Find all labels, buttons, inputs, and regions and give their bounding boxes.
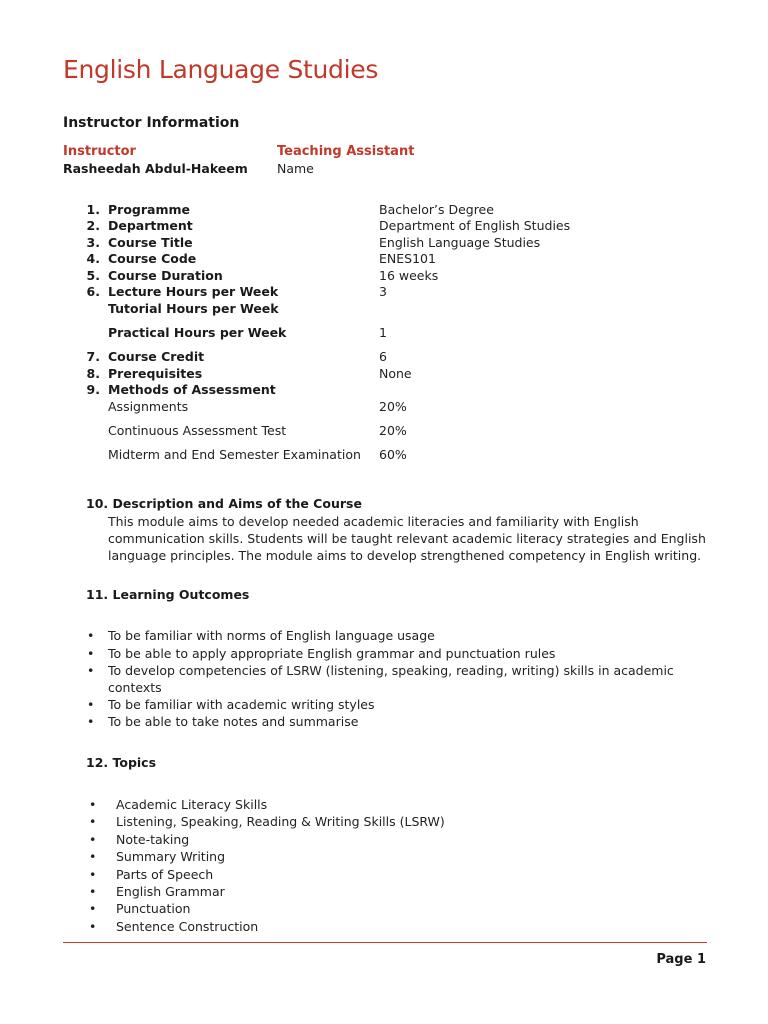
ta-name: Name xyxy=(277,161,314,176)
bullet-icon: • xyxy=(87,714,95,729)
detail-label: Practical Hours per Week xyxy=(108,325,287,340)
detail-value: Department of English Studies xyxy=(379,218,571,233)
footer-divider xyxy=(63,942,707,943)
list-item: Punctuation xyxy=(116,901,191,916)
instructor-info-heading: Instructor Information xyxy=(63,115,240,131)
detail-number: 2. xyxy=(86,218,100,233)
detail-label: Course Title xyxy=(108,235,193,250)
list-item: Note-taking xyxy=(116,832,190,847)
list-item: Parts of Speech xyxy=(116,867,214,882)
assessment-value: 60% xyxy=(379,447,407,462)
detail-value: 6 xyxy=(379,349,387,364)
assessment-label: Assignments xyxy=(108,399,189,414)
bullet-icon: • xyxy=(89,901,97,916)
detail-number: 7. xyxy=(86,349,100,364)
detail-number: 9. xyxy=(86,382,100,397)
course-description: This module aims to develop needed academic literacies and familiarity with English communication skills. Students will be taught relevant academic literacy strategies and English language principles. The module aims to develop strengthened competency in English writing. xyxy=(108,514,706,563)
detail-value: None xyxy=(379,366,412,381)
detail-number: 4. xyxy=(86,251,100,266)
list-item: Listening, Speaking, Reading & Writing Skills (LSRW) xyxy=(116,814,445,829)
instructor-name: Rasheedah Abdul-Hakeem xyxy=(63,161,248,176)
detail-number: 6. xyxy=(86,284,100,299)
bullet-icon: • xyxy=(89,849,97,864)
bullet-icon: • xyxy=(89,867,97,882)
detail-label: Course Duration xyxy=(108,268,223,283)
bullet-icon: • xyxy=(87,646,95,661)
bullet-icon: • xyxy=(87,697,95,712)
detail-label: Prerequisites xyxy=(108,366,203,381)
list-item: Academic Literacy Skills xyxy=(116,797,268,812)
list-item: English Grammar xyxy=(116,884,225,899)
detail-number: 5. xyxy=(86,268,100,283)
detail-number: 8. xyxy=(86,366,100,381)
bullet-icon: • xyxy=(89,797,97,812)
detail-value: ENES101 xyxy=(379,251,436,266)
bullet-icon: • xyxy=(89,884,97,899)
assessment-label: Midterm and End Semester Examination xyxy=(108,447,361,462)
detail-label: Department xyxy=(108,218,193,233)
page-number: Page 1 xyxy=(656,952,706,967)
list-item: To be able to take notes and summarise xyxy=(108,714,359,729)
detail-label: Tutorial Hours per Week xyxy=(108,301,279,316)
detail-value: 3 xyxy=(379,284,387,299)
bullet-icon: • xyxy=(89,919,97,934)
detail-value: 16 weeks xyxy=(379,268,439,283)
assessment-value: 20% xyxy=(379,399,407,414)
assessment-label: Continuous Assessment Test xyxy=(108,423,287,438)
page-title: English Language Studies xyxy=(63,55,379,84)
ta-label: Teaching Assistant xyxy=(277,144,415,159)
detail-label: Lecture Hours per Week xyxy=(108,284,279,299)
section-11-heading: 11. Learning Outcomes xyxy=(86,587,250,602)
list-item: Sentence Construction xyxy=(116,919,259,934)
detail-label: Course Credit xyxy=(108,349,205,364)
list-item: To develop competencies of LSRW (listening, speaking, reading, writing) skills in academic xyxy=(108,663,674,678)
detail-number: 3. xyxy=(86,235,100,250)
list-item-continuation: contexts xyxy=(108,680,162,695)
list-item: To be familiar with academic writing styles xyxy=(108,697,375,712)
detail-label: Programme xyxy=(108,202,190,217)
detail-label: Course Code xyxy=(108,251,197,266)
bullet-icon: • xyxy=(89,832,97,847)
instructor-label: Instructor xyxy=(63,144,136,159)
detail-label: Methods of Assessment xyxy=(108,382,276,397)
section-10-heading: 10. Description and Aims of the Course xyxy=(86,496,362,511)
list-item: To be able to apply appropriate English grammar and punctuation rules xyxy=(108,646,556,661)
detail-number: 1. xyxy=(86,202,100,217)
bullet-icon: • xyxy=(89,814,97,829)
bullet-icon: • xyxy=(87,628,95,643)
list-item: To be familiar with norms of English language usage xyxy=(108,628,435,643)
list-item: Summary Writing xyxy=(116,849,226,864)
detail-value: Bachelor’s Degree xyxy=(379,202,494,217)
section-12-heading: 12. Topics xyxy=(86,755,157,770)
detail-value: English Language Studies xyxy=(379,235,541,250)
assessment-value: 20% xyxy=(379,423,407,438)
detail-value: 1 xyxy=(379,325,387,340)
bullet-icon: • xyxy=(87,663,95,678)
